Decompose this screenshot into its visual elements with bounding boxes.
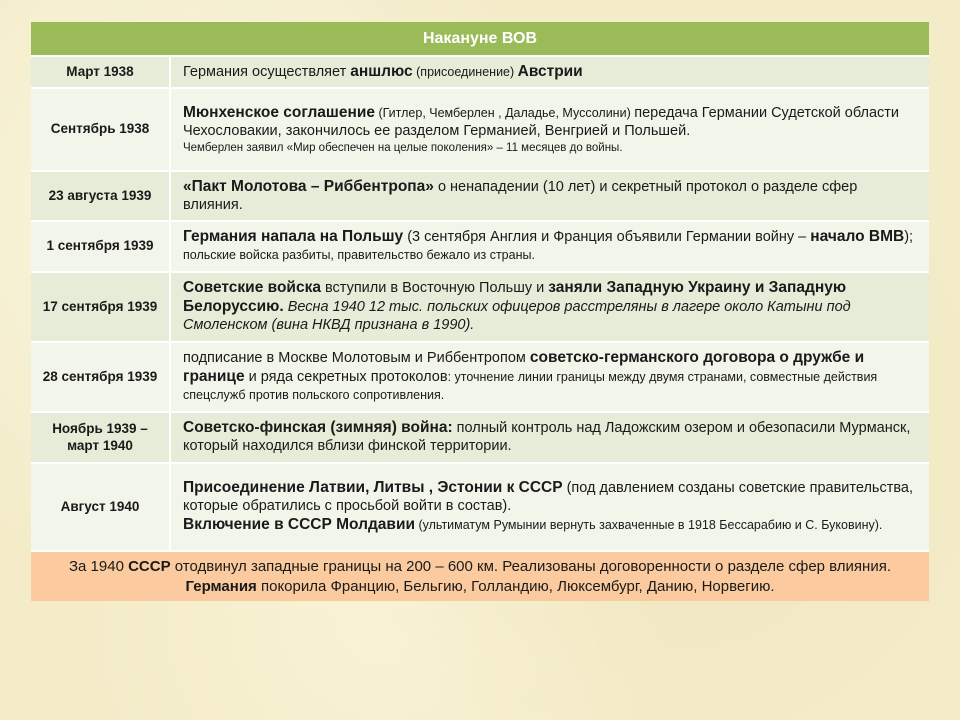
- row-description: «Пакт Молотова – Риббентропа» о ненападении (10 лет) и секретный протокол о разделе сфер влияния.: [171, 172, 929, 222]
- table-row: [31, 273, 929, 343]
- row-description: Германия осуществляет аншлюс (присоединение) Австрии: [171, 57, 929, 89]
- table-row: [31, 172, 929, 222]
- events-table: [31, 22, 929, 601]
- row-date: 28 сентября 1939: [31, 343, 171, 413]
- row-description: Присоединение Латвии, Литвы , Эстонии к СССР (под давлением созданы советские правительства, которые обратились с просьбой войти в состав). Включение в СССР Молдавии (ультиматум Румынии вернуть захваченные в 1918 Бессарабию и С. Буковину).: [171, 464, 929, 552]
- row-date: Сентябрь 1938: [31, 89, 171, 172]
- row-description: Советские войска вступили в Восточную Польшу и заняли Западную Украину и Западную Белоруссию. Весна 1940 12 тыс. польских офицеров расстреляны в лагере около Катыни под Смоленском (вина НКВД признана в 1990).: [171, 273, 929, 343]
- row-description: Германия напала на Польшу (3 сентября Англия и Франция объявили Германии войну – начало ВМВ); польские войска разбиты, правительство бежало из страны.: [171, 222, 929, 273]
- row-description: Мюнхенское соглашение (Гитлер, Чемберлен , Даладье, Муссолини) передача Германии Судетской области Чехословакии, закончилось ее разделом Германией, Венгрией и Польшей. Чемберлен заявил «Мир обеспечен на целые поколения» – 11 месяцев до войны.: [171, 89, 929, 172]
- table-row: [31, 343, 929, 413]
- table-row: [31, 89, 929, 172]
- table-row: [31, 413, 929, 464]
- row-date: Август 1940: [31, 464, 171, 552]
- row-description: Советско-финская (зимняя) война: полный контроль над Ладожским озером и обезопасили Мурманск, который находился вблизи финской территории.: [171, 413, 929, 464]
- row-date: Март 1938: [31, 57, 171, 89]
- row-date: 17 сентября 1939: [31, 273, 171, 343]
- row-date: 23 августа 1939: [31, 172, 171, 222]
- table-row: [31, 464, 929, 552]
- summary-text: За 1940 СССР отодвинул западные границы на 200 – 600 км. Реализованы договоренности о разделе сфер влияния. Германия покорила Францию, Бельгию, Голландию, Люксембург, Данию, Норвегию.: [31, 552, 929, 601]
- table-title: Накануне ВОВ: [31, 22, 929, 57]
- summary-row: [31, 552, 929, 601]
- table-row: [31, 222, 929, 273]
- row-date: 1 сентября 1939: [31, 222, 171, 273]
- table-row: [31, 57, 929, 89]
- row-date: Ноябрь 1939 – март 1940: [31, 413, 171, 464]
- row-description: подписание в Москве Молотовым и Риббентропом советско-германского договора о дружбе и границе и ряда секретных протоколов: уточнение линии границы между двумя странами, совместные действия спецслужб против польского сопротивления.: [171, 343, 929, 413]
- table-header-row: [31, 22, 929, 57]
